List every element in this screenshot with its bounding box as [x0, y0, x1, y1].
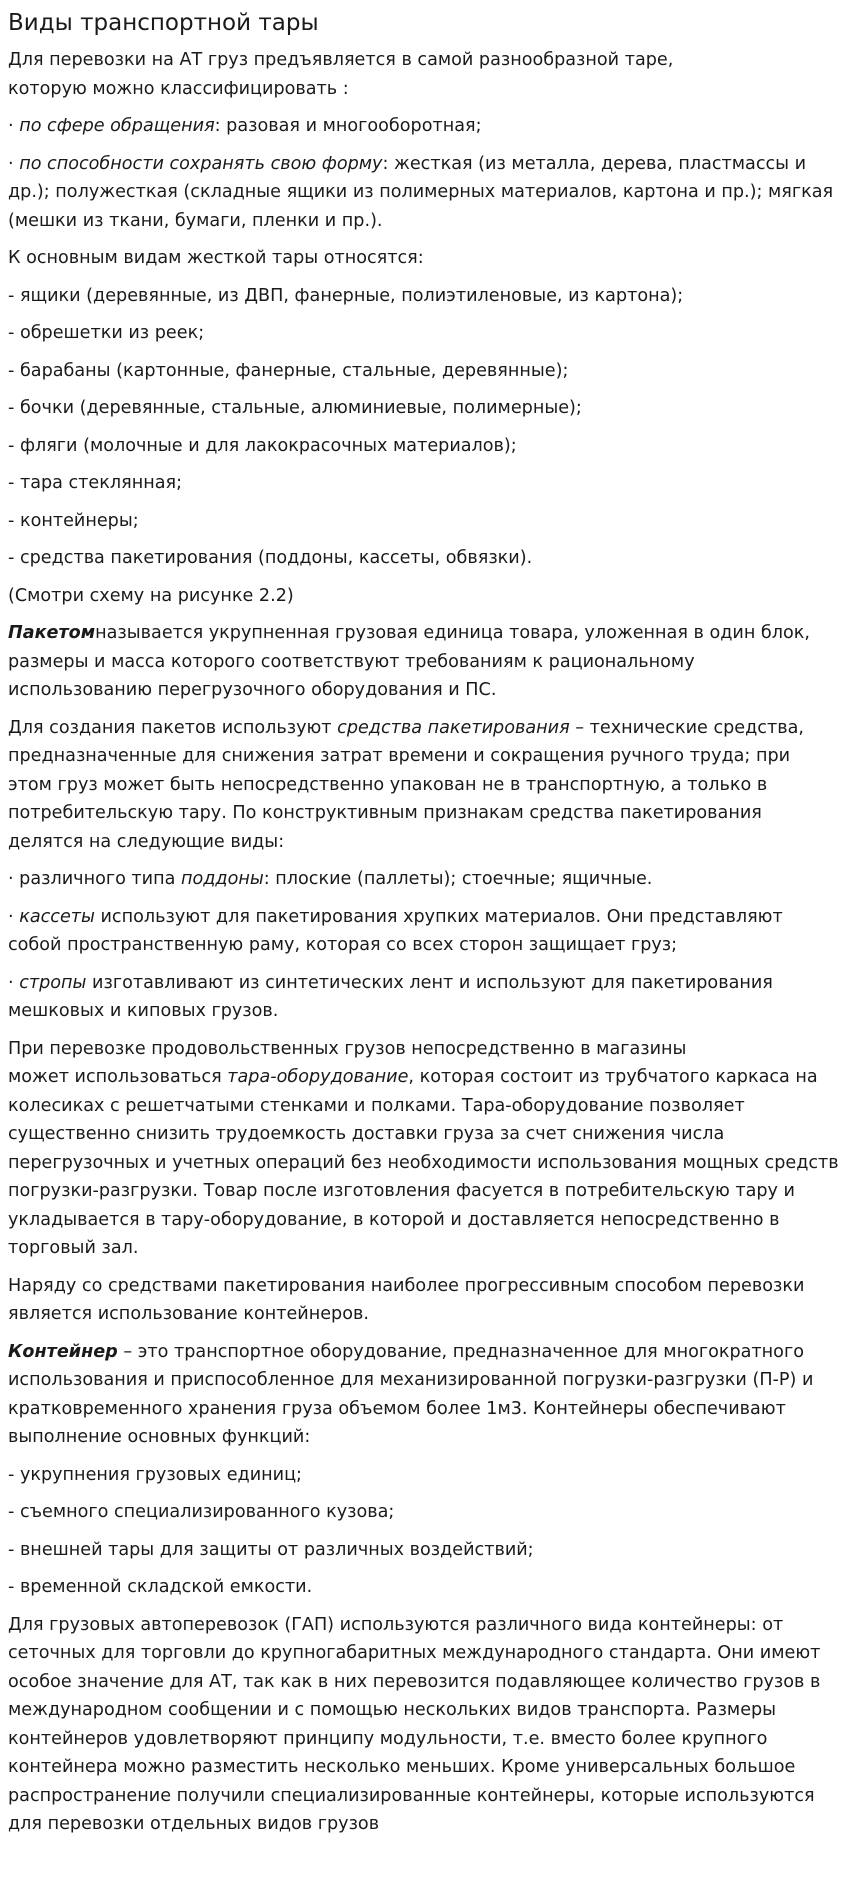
packet-definition: Пакетомназывается укрупненная грузовая единица товара, уложенная в один блок, размеры и масса которого соответствуют требованиям к рациональному использованию перегрузочного оборудования и ПС.	[8, 623, 810, 700]
packaging-type-item: · кассеты используют для пакетирования хрупких материалов. Они представляют собой пространственную раму, которая со всех сторон защищает груз;	[8, 906, 783, 955]
intro-line-2: которую можно классифицировать :	[8, 78, 349, 99]
list-item: - фляги (молочные и для лакокрасочных материалов);	[8, 435, 517, 456]
closing-paragraph: Для грузовых автоперевозок (ГАП) используются различного вида контейнеры: от сеточных для торговли до крупногабаритных международного стандарта. Они имеют особое значение для АТ, так как в них перевозится подавляющее количество грузов в международном сообщении и с помощью нескольких видов транспорта. Размеры контейнеров удовлетворяют принципу модульности, т.е. вместо более крупного контейнера можно разместить несколько меньших. Кроме универсальных большое распространение получили специализированные контейнеры, которые используются для перевозки отдельных видов грузов	[8, 1614, 821, 1834]
packaging-means-paragraph: Для создания пакетов используют средства пакетирования – технические средства, предназначенные для снижения затрат времени и сокращения ручного труда; при этом груз может быть непосредственно упакован не в транспортную, а только в потребительскую тару. По конструктивным признакам средства пакетирования делятся на следующие виды:	[8, 717, 804, 852]
page-title: Виды транспортной тары	[8, 10, 319, 36]
packaging-type-term: стропы	[19, 972, 87, 993]
packaging-means-term: средства пакетирования	[337, 717, 570, 738]
container-term: Контейнер	[8, 1341, 118, 1362]
classification-item: · по сфере обращения: разовая и многооборотная;	[8, 116, 482, 136]
list-item: - временной складской емкости.	[8, 1577, 313, 1597]
list-item: - контейнеры;	[8, 510, 139, 531]
list-item: - укрупнения грузовых единиц;	[8, 1464, 302, 1485]
classification-item: · по способности сохранять свою форму: жесткая (из металла, дерева, пластмассы и др.); полужесткая (складные ящики из полимерных материалов, картона и пр.); мягкая (мешки из ткани, бумаги, пленки и пр.).	[8, 153, 834, 231]
intro-paragraph	[8, 46, 839, 103]
list-item: - внешней тары для защиты от различных воздействий;	[8, 1539, 534, 1560]
containers-intro: Наряду со средствами пакетирования наиболее прогрессивным способом перевозки является использование контейнеров.	[8, 1275, 805, 1324]
equipment-term: тара-оборудование	[227, 1067, 409, 1087]
packet-term: Пакетом	[8, 623, 96, 643]
list-item: - обрешетки из реек;	[8, 323, 205, 343]
list-item: - тара стеклянная;	[8, 473, 183, 493]
see-scheme-note: (Смотри схему на рисунке 2.2)	[8, 585, 294, 606]
list-item: - ящики (деревянные, из ДВП, фанерные, полиэтиленовые, из картона);	[8, 285, 684, 306]
container-definition: Контейнер – это транспортное оборудование, предназначенное для многократного использования и приспособленное для механизированной погрузки-разгрузки (П-Р) и кратковременного хранения груза объемом более 1м3. Контейнеры обеспечивают выполнение основных функций:	[8, 1341, 814, 1447]
packaging-type-term: поддоны	[181, 869, 264, 889]
packaging-type-item: · различного типа поддоны: плоские (паллеты); стоечные; ящичные.	[8, 869, 653, 889]
classification-term: по сфере обращения	[19, 116, 215, 136]
intro-line-1: Для перевозки на АТ груз предъявляется в самой разнообразной таре,	[8, 50, 674, 70]
list-item: - бочки (деревянные, стальные, алюминиевые, полимерные);	[8, 398, 582, 418]
packaging-type-item: · стропы изготавливают из синтетических лент и используют для пакетирования мешковых и киповых грузов.	[8, 972, 773, 1021]
rigid-heading: К основным видам жесткой тары относятся:	[8, 248, 424, 268]
list-item: - барабаны (картонные, фанерные, стальные, деревянные);	[8, 360, 569, 381]
list-item: - съемного специализированного кузова;	[8, 1502, 395, 1522]
list-item: - средства пакетирования (поддоны, кассеты, обвязки).	[8, 548, 533, 568]
packaging-type-term: кассеты	[19, 906, 95, 927]
equipment-paragraph: При перевозке продовольственных грузов непосредственно в магазины может использоваться тара-оборудование, которая состоит из трубчатого каркаса на колесиках с решетчатыми стенками и полками. Тара-оборудование позволяет существенно снизить трудоемкость доставки груза за счет снижения числа перегрузочных и учетных операций без необходимости использования мощных средств погрузки-разгрузки. Товар после изготовления фасуется в потребительскую тару и укладывается в тару-оборудование, в которой и доставляется непосредственно в торговый зал.	[8, 1038, 839, 1258]
classification-term: по способности сохранять свою форму	[19, 153, 383, 174]
